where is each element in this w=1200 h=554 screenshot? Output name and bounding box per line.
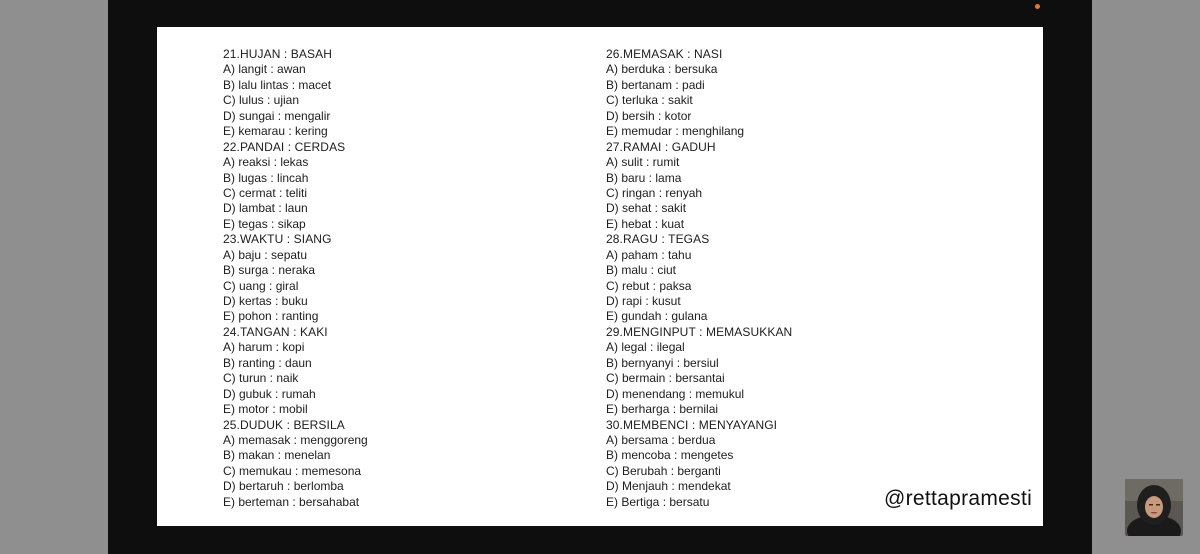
question-title: 29.MENGINPUT : MEMASUKKAN — [606, 324, 793, 339]
option-c: C) rebut : paksa — [606, 278, 692, 293]
option-a: A) baju : sepatu — [223, 247, 308, 262]
option-d: D) lambat : laun — [223, 201, 308, 216]
option-a: A) berduka : bersuka — [606, 62, 718, 77]
question-25 — [223, 418, 368, 511]
option-b: B) bertanam : padi — [606, 77, 705, 92]
option-e: E) tegas : sikap — [223, 216, 306, 231]
question-28 — [606, 232, 792, 325]
option-d: D) kertas : buku — [223, 294, 308, 308]
question-22 — [223, 140, 368, 233]
option-d: D) Menjauh : mendekat — [606, 479, 731, 494]
option-b: B) ranting : daun — [223, 355, 312, 370]
option-a: A) bersama : berdua — [606, 432, 716, 447]
option-c: C) cermat : teliti — [223, 185, 308, 200]
questions-right-column — [606, 47, 792, 510]
option-d: D) rapi : kusut — [606, 294, 681, 308]
question-21 — [223, 47, 368, 140]
option-a: A) legal : ilegal — [606, 340, 685, 355]
option-c: C) lulus : ujian — [223, 93, 300, 108]
option-b: B) makan : menelan — [223, 448, 331, 463]
option-a: A) memasak : menggoreng — [223, 432, 368, 447]
option-c: C) memukau : memesona — [223, 463, 362, 478]
option-b: B) surga : neraka — [223, 263, 316, 278]
question-title: 27.RAMAI : GADUH — [606, 139, 716, 154]
option-e: E) memudar : menghilang — [606, 124, 745, 139]
option-d: D) gubuk : rumah — [223, 386, 316, 401]
option-e: E) pohon : ranting — [223, 309, 319, 324]
option-c: C) ringan : renyah — [606, 185, 703, 200]
webcam-thumbnail[interactable] — [1125, 479, 1183, 536]
option-e: E) motor : mobil — [223, 402, 308, 417]
option-d: D) bersih : kotor — [606, 108, 692, 123]
option-c: C) uang : giral — [223, 278, 299, 293]
option-e: E) Bertiga : bersatu — [606, 494, 710, 509]
option-e: E) gundah : gulana — [606, 309, 708, 324]
option-c: C) turun : naik — [223, 371, 299, 386]
option-c: C) terluka : sakit — [606, 93, 693, 108]
option-e: E) kemarau : kering — [223, 124, 328, 139]
question-29 — [606, 325, 792, 418]
question-24 — [223, 325, 368, 418]
question-title: 26.MEMASAK : NASI — [606, 47, 723, 61]
option-d: D) sungai : mengalir — [223, 108, 331, 123]
option-c: C) bermain : bersantai — [606, 371, 725, 386]
watermark-handle: @rettapramesti — [884, 487, 1033, 510]
option-a: A) langit : awan — [223, 62, 306, 77]
option-b: B) lugas : lincah — [223, 170, 309, 185]
question-title: 28.RAGU : TEGAS — [606, 232, 710, 247]
option-e: E) berharga : bernilai — [606, 402, 719, 417]
question-23 — [223, 232, 368, 325]
option-b: B) bernyanyi : bersiul — [606, 355, 719, 370]
option-a: A) reaksi : lekas — [223, 155, 309, 170]
option-d: D) sehat : sakit — [606, 201, 687, 216]
option-e: E) hebat : kuat — [606, 216, 685, 231]
option-d: D) menendang : memukul — [606, 386, 745, 401]
option-b: B) malu : ciut — [606, 263, 677, 278]
question-title: 21.HUJAN : BASAH — [223, 47, 332, 61]
question-title: 30.MEMBENCI : MENYAYANGI — [606, 417, 778, 432]
option-a: A) harum : kopi — [223, 340, 305, 355]
option-c: C) Berubah : berganti — [606, 463, 721, 478]
question-title: 24.TANGAN : KAKI — [223, 324, 328, 339]
option-e: E) berteman : bersahabat — [223, 494, 360, 509]
option-b: B) lalu lintas : macet — [223, 77, 332, 92]
question-26 — [606, 47, 792, 140]
presenter-avatar-icon — [1125, 479, 1183, 536]
option-d: D) bertaruh : berlomba — [223, 479, 344, 494]
option-a: A) sulit : rumit — [606, 155, 680, 170]
option-a: A) paham : tahu — [606, 247, 692, 262]
option-b: B) mencoba : mengetes — [606, 448, 734, 463]
question-title: 22.PANDAI : CERDAS — [223, 139, 346, 154]
question-title: 25.DUDUK : BERSILA — [223, 417, 345, 432]
question-title: 23.WAKTU : SIANG — [223, 232, 332, 247]
recording-indicator-dot — [1035, 4, 1040, 9]
questions-left-column — [223, 47, 368, 510]
presentation-slide — [157, 27, 1043, 526]
question-27 — [606, 140, 792, 233]
question-30 — [606, 418, 792, 511]
option-b: B) baru : lama — [606, 170, 682, 185]
